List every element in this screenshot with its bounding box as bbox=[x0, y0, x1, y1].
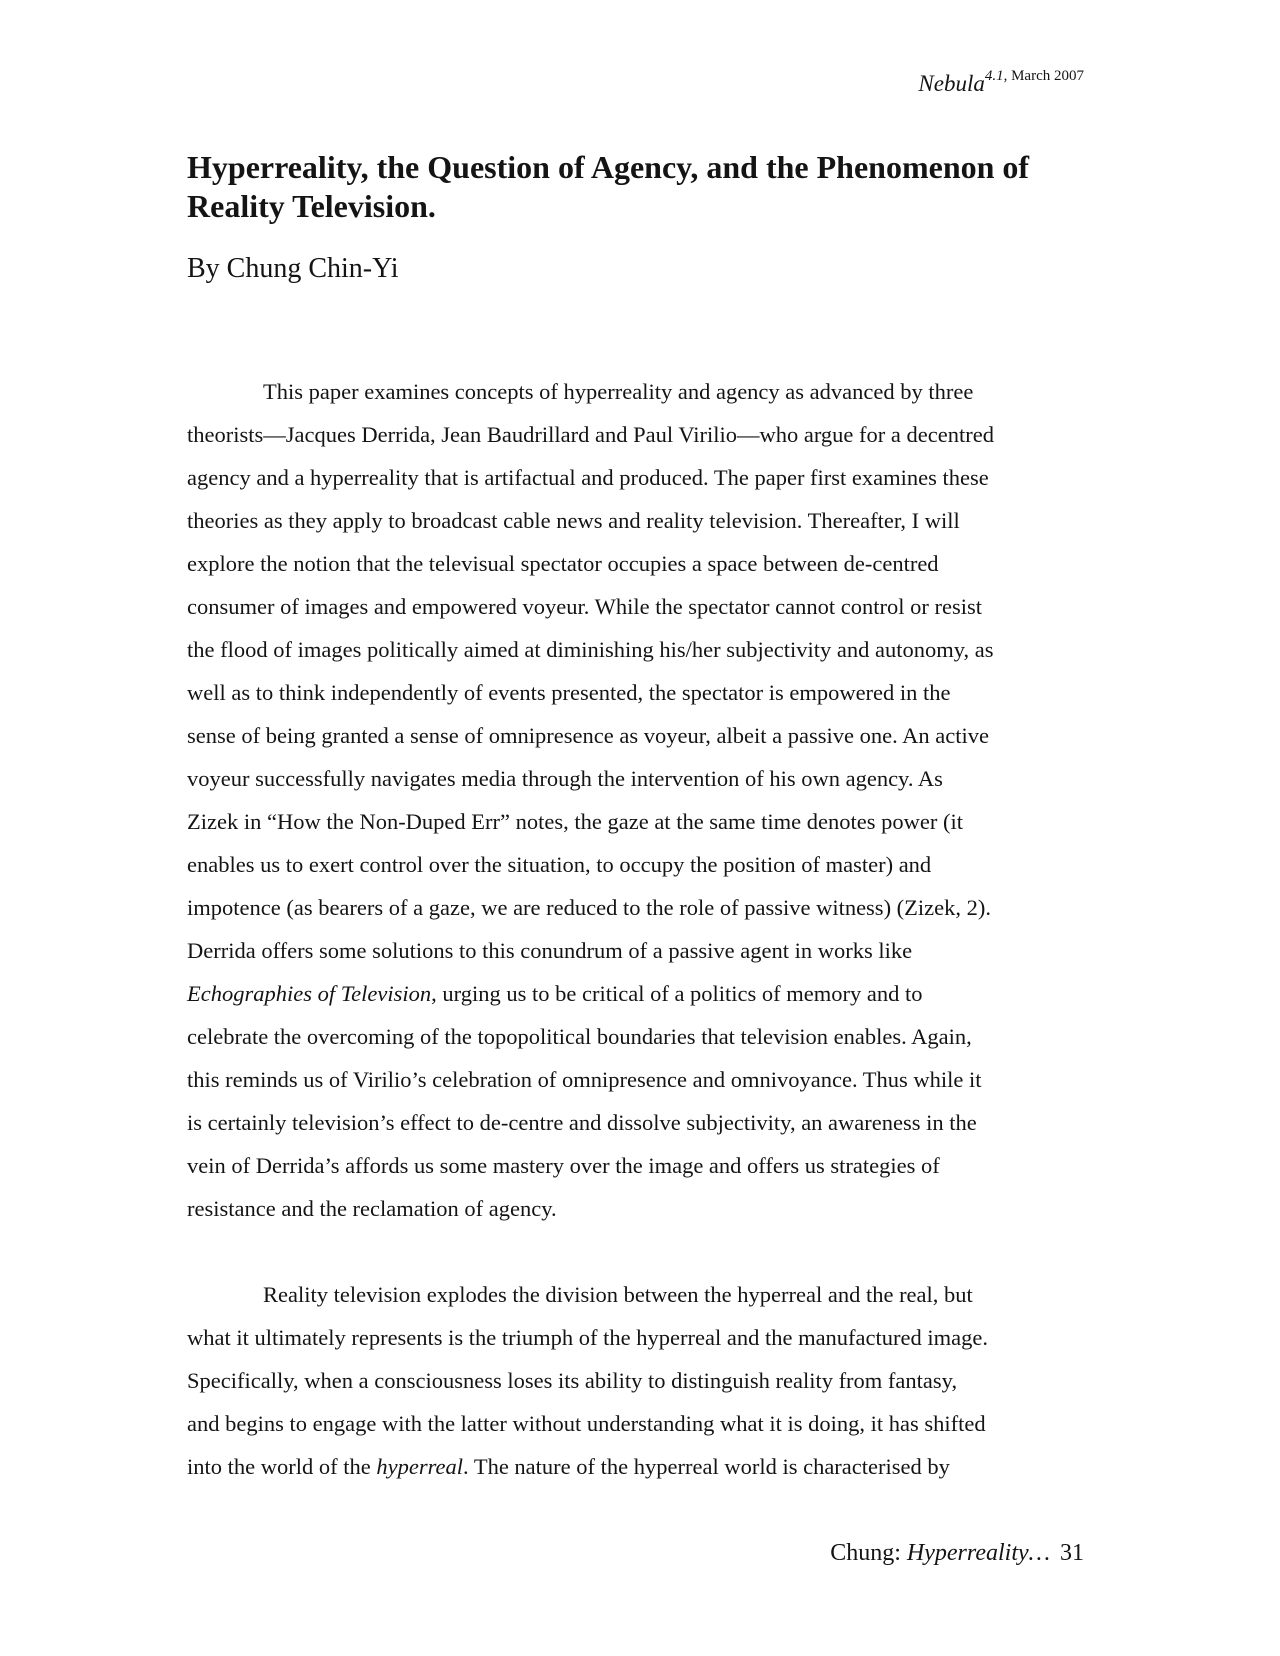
text-line: impotence (as bearers of a gaze, we are reduced to the role of passive witness) (Zizek, 2). bbox=[187, 895, 992, 920]
text-line: explore the notion that the televisual spectator occupies a space between de-centred bbox=[187, 551, 939, 576]
paragraph bbox=[187, 370, 1087, 1230]
text-line: vein of Derrida’s affords us some mastery over the image and offers us strategies of bbox=[187, 1153, 940, 1178]
text-line: this reminds us of Virilio’s celebration of omnipresence and omnivoyance. Thus while it bbox=[187, 1067, 982, 1092]
text-line: theorists—Jacques Derrida, Jean Baudrillard and Paul Virilio—who argue for a decentred bbox=[187, 422, 994, 447]
article-title bbox=[187, 148, 1087, 226]
journal-name: Nebula bbox=[918, 71, 985, 96]
text-line: is certainly television’s effect to de-centre and dissolve subjectivity, an awareness in the bbox=[187, 1110, 977, 1135]
title-line: Hyperreality, the Question of Agency, and the Phenomenon of bbox=[187, 149, 1030, 185]
text-line: well as to think independently of events presented, the spectator is empowered in the bbox=[187, 680, 951, 705]
text-line: celebrate the overcoming of the topopolitical boundaries that television enables. Again, bbox=[187, 1024, 972, 1049]
issue-date: , March 2007 bbox=[1003, 68, 1084, 84]
text-fragment: . The nature of the hyperreal world is characterised by bbox=[462, 1454, 950, 1479]
text-line: enables us to exert control over the situation, to occupy the position of master) and bbox=[187, 852, 932, 877]
text-line: consumer of images and empowered voyeur. While the spectator cannot control or resist bbox=[187, 594, 982, 619]
page-footer bbox=[830, 1540, 1084, 1567]
emphasized-term: hyperreal bbox=[376, 1454, 463, 1479]
text-line bbox=[187, 972, 1087, 1015]
text-line: Zizek in “How the Non-Duped Err” notes, the gaze at the same time denotes power (it bbox=[187, 809, 963, 834]
text-line: This paper examines concepts of hyperreality and agency as advanced by three bbox=[263, 379, 974, 404]
text-line: sense of being granted a sense of omnipresence as voyeur, albeit a passive one. An active bbox=[187, 723, 989, 748]
text-line: Derrida offers some solutions to this conundrum of a passive agent in works like bbox=[187, 938, 913, 963]
text-line: and begins to engage with the latter without understanding what it is doing, it has shifted bbox=[187, 1411, 986, 1436]
footer-author: Chung: bbox=[830, 1540, 907, 1566]
title-line: Reality Television. bbox=[187, 188, 436, 224]
text-line: Specifically, when a consciousness loses its ability to distinguish reality from fantasy, bbox=[187, 1368, 958, 1393]
text-line bbox=[187, 1445, 1087, 1488]
text-line: theories as they apply to broadcast cable news and reality television. Thereafter, I will bbox=[187, 508, 960, 533]
text-line: agency and a hyperreality that is artifactual and produced. The paper first examines these bbox=[187, 465, 989, 490]
running-header bbox=[918, 68, 1084, 97]
issue-number: 4.1 bbox=[984, 68, 1004, 84]
text-line: voyeur successfully navigates media through the intervention of his own agency. As bbox=[187, 766, 943, 791]
text-fragment: , urging us to be critical of a politics of memory and to bbox=[431, 981, 923, 1006]
text-line: Reality television explodes the division between the hyperreal and the real, but bbox=[263, 1282, 973, 1307]
text-fragment: into the world of the bbox=[187, 1454, 377, 1479]
text-line: what it ultimately represents is the triumph of the hyperreal and the manufactured image. bbox=[187, 1325, 988, 1350]
footer-short-title: Hyperreality… bbox=[906, 1540, 1050, 1566]
byline: By Chung Chin-Yi bbox=[187, 253, 399, 284]
text-line: the flood of images politically aimed at diminishing his/her subjectivity and autonomy, as bbox=[187, 637, 994, 662]
page-number: 31 bbox=[1060, 1540, 1084, 1566]
book-title: Echographies of Television bbox=[187, 981, 432, 1006]
text-line: resistance and the reclamation of agency. bbox=[187, 1196, 557, 1221]
paragraph bbox=[187, 1273, 1087, 1488]
